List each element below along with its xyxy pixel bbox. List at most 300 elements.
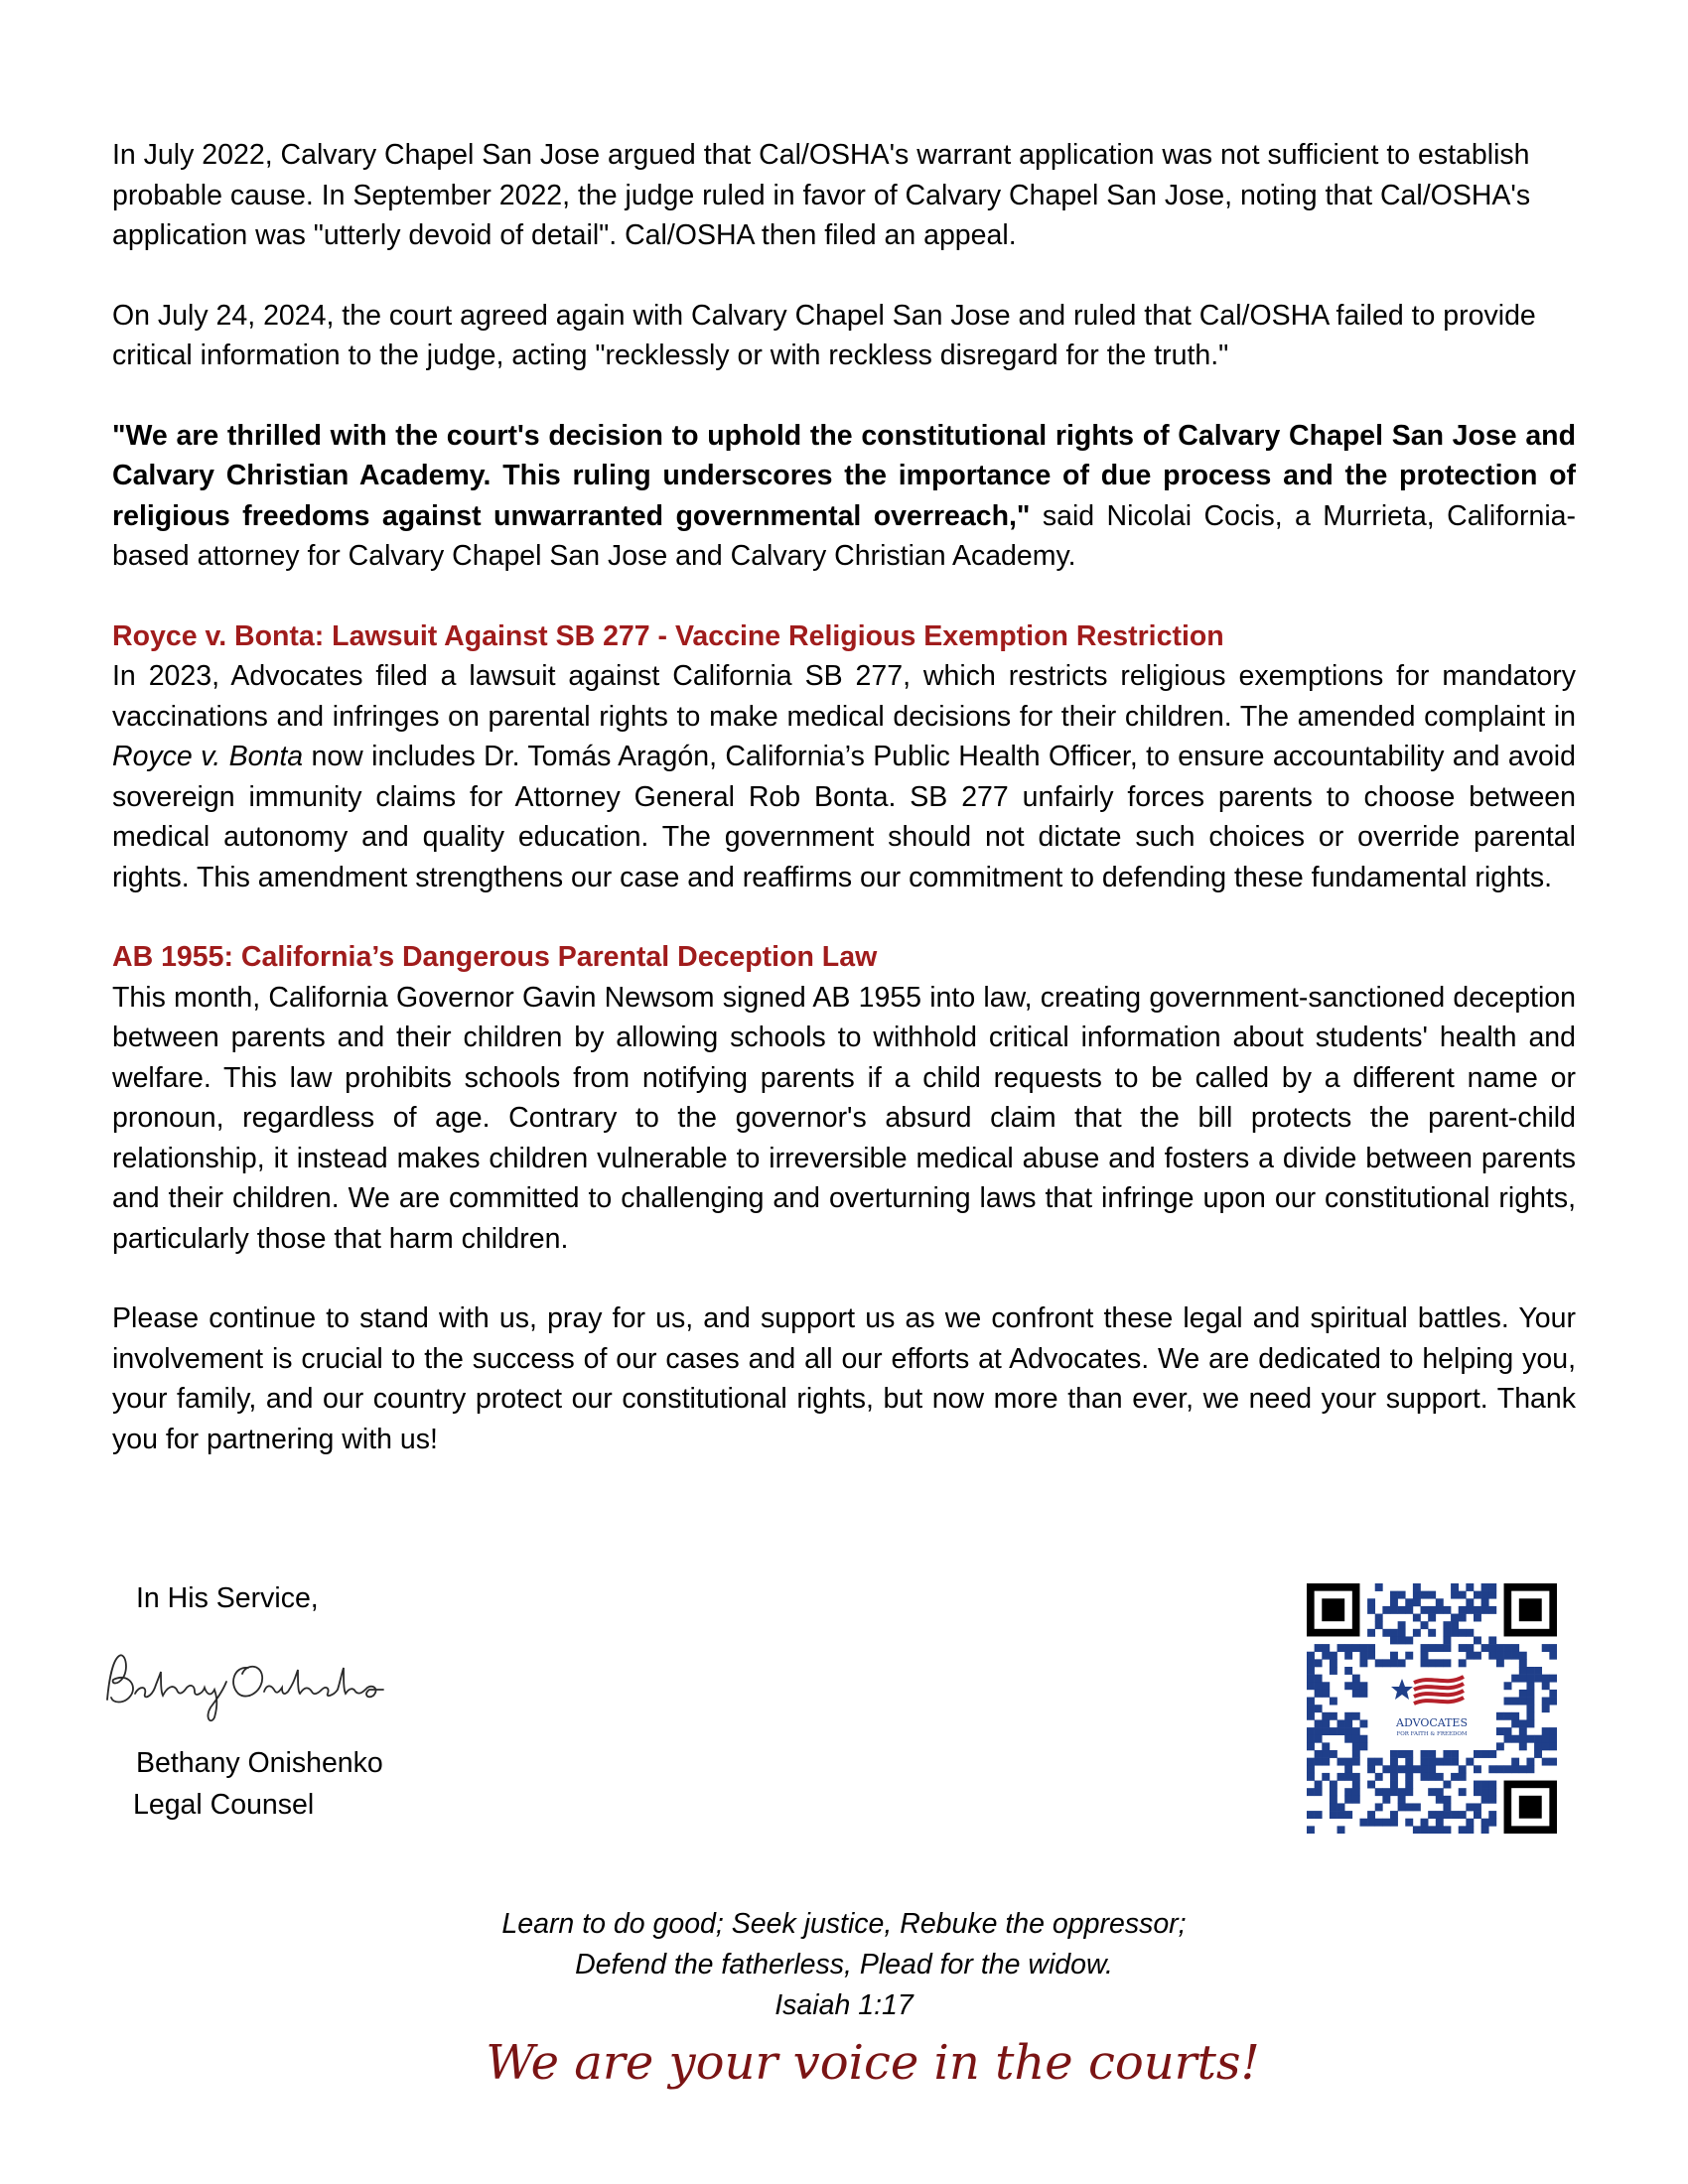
qr-module <box>1443 1606 1451 1614</box>
qr-module <box>1481 1750 1489 1758</box>
qr-module <box>1496 1659 1504 1667</box>
qr-module <box>1315 1659 1323 1667</box>
qr-module <box>1504 1682 1512 1690</box>
qr-module <box>1352 1758 1360 1766</box>
qr-module <box>1398 1621 1406 1629</box>
qr-module <box>1436 1811 1444 1819</box>
qr-module <box>1352 1781 1360 1789</box>
qr-module <box>1344 1758 1352 1766</box>
paragraph-closing-appeal: Please continue to stand with us, pray for us, and support us as we confront these legal and spiritual battles. Your involvement is crucial to the success of our cases and all our efforts at Advocates. We are dedicated to helping you, your family, and our country protect our constitutional rights, but now more than ever, we need your support. Thank you for partnering with us! <box>112 1302 1576 1455</box>
qr-module <box>1413 1765 1421 1773</box>
qr-module <box>1436 1606 1444 1614</box>
qr-module <box>1344 1644 1352 1652</box>
qr-module <box>1413 1614 1421 1622</box>
qr-module <box>1367 1598 1375 1606</box>
handwritten-signature <box>99 1638 387 1727</box>
qr-module <box>1481 1606 1489 1614</box>
qr-module <box>1428 1750 1436 1758</box>
qr-module <box>1519 1667 1527 1675</box>
qr-module <box>1511 1735 1519 1743</box>
qr-module <box>1488 1606 1496 1614</box>
qr-module <box>1534 1742 1542 1750</box>
qr-module <box>1330 1652 1337 1660</box>
qr-module <box>1511 1652 1519 1660</box>
qr-module <box>1344 1735 1352 1743</box>
qr-module <box>1330 1659 1337 1667</box>
qr-module <box>1382 1788 1390 1796</box>
qr-module <box>1390 1591 1398 1599</box>
qr-module <box>1436 1758 1444 1766</box>
qr-module <box>1443 1750 1451 1758</box>
qr-module <box>1451 1750 1459 1758</box>
qr-module <box>1443 1644 1451 1652</box>
qr-module <box>1436 1819 1444 1827</box>
qr-module <box>1375 1773 1383 1781</box>
qr-module <box>1413 1629 1421 1637</box>
qr-module <box>1526 1765 1534 1773</box>
qr-module <box>1504 1698 1512 1706</box>
qr-module <box>1459 1606 1467 1614</box>
qr-module <box>1466 1583 1474 1591</box>
qr-module <box>1481 1826 1489 1834</box>
qr-module <box>1375 1758 1383 1766</box>
qr-module <box>1307 1659 1315 1667</box>
qr-module <box>1436 1788 1444 1796</box>
qr-module <box>1443 1659 1451 1667</box>
qr-module <box>1443 1758 1451 1766</box>
qr-module <box>1352 1750 1360 1758</box>
section-heading-royce: Royce v. Bonta: Lawsuit Against SB 277 - Vaccine Religious Exemption Restriction <box>112 619 1224 652</box>
qr-module <box>1390 1636 1398 1644</box>
qr-module <box>1428 1826 1436 1834</box>
qr-module <box>1330 1788 1337 1796</box>
qr-module <box>1526 1758 1534 1766</box>
qr-module <box>1511 1758 1519 1766</box>
qr-module <box>1496 1644 1504 1652</box>
qr-module <box>1542 1698 1550 1706</box>
qr-module <box>1542 1705 1550 1712</box>
qr-module <box>1488 1788 1496 1796</box>
qr-module <box>1519 1659 1527 1667</box>
qr-module <box>1436 1826 1444 1834</box>
qr-module <box>1337 1758 1345 1766</box>
qr-module <box>1367 1819 1375 1827</box>
qr-module <box>1367 1629 1375 1637</box>
qr-module <box>1488 1636 1496 1644</box>
qr-module <box>1542 1742 1550 1750</box>
qr-logo-subtext: FOR FAITH & FREEDOM <box>1396 1731 1468 1737</box>
signer-name: Bethany Onishenko <box>136 1747 383 1779</box>
qr-module <box>1459 1644 1467 1652</box>
qr-module <box>1451 1614 1459 1622</box>
qr-module <box>1549 1742 1557 1750</box>
qr-module <box>1352 1788 1360 1796</box>
qr-module <box>1330 1727 1337 1735</box>
qr-module <box>1481 1819 1489 1827</box>
qr-module <box>1359 1644 1367 1652</box>
qr-module <box>1337 1727 1345 1735</box>
qr-module <box>1307 1705 1315 1712</box>
qr-module <box>1337 1773 1345 1781</box>
qr-module <box>1352 1735 1360 1743</box>
qr-module <box>1481 1644 1489 1652</box>
qr-module <box>1549 1644 1557 1652</box>
qr-module <box>1526 1712 1534 1720</box>
qr-module <box>1519 1690 1527 1698</box>
qr-module <box>1322 1773 1330 1781</box>
qr-module <box>1474 1765 1481 1773</box>
qr-module <box>1436 1659 1444 1667</box>
qr-module <box>1330 1781 1337 1789</box>
qr-module <box>1474 1652 1481 1660</box>
qr-module <box>1344 1712 1352 1720</box>
qr-module <box>1322 1758 1330 1766</box>
qr-module <box>1390 1652 1398 1660</box>
qr-module <box>1359 1719 1367 1727</box>
qr-module <box>1526 1682 1534 1690</box>
qr-module <box>1344 1788 1352 1796</box>
qr-module <box>1398 1659 1406 1667</box>
qr-module <box>1436 1796 1444 1804</box>
qr-module <box>1421 1606 1429 1614</box>
qr-module <box>1367 1781 1375 1789</box>
qr-module <box>1428 1629 1436 1637</box>
qr-module <box>1405 1781 1413 1789</box>
qr-module <box>1511 1765 1519 1773</box>
qr-module <box>1519 1742 1527 1750</box>
qr-module <box>1359 1819 1367 1827</box>
qr-module <box>1443 1826 1451 1834</box>
qr-module <box>1413 1826 1421 1834</box>
section-heading-ab1955: AB 1955: California’s Dangerous Parental Deception Law <box>112 941 878 973</box>
qr-module <box>1519 1698 1527 1706</box>
qr-module <box>1428 1758 1436 1766</box>
qr-module <box>1352 1675 1360 1683</box>
qr-module <box>1443 1811 1451 1819</box>
qr-module <box>1398 1796 1406 1804</box>
qr-module <box>1428 1811 1436 1819</box>
qr-module <box>1459 1811 1467 1819</box>
qr-module <box>1459 1591 1467 1599</box>
qr-module <box>1405 1652 1413 1660</box>
qr-module <box>1344 1811 1352 1819</box>
qr-module <box>1307 1667 1315 1675</box>
qr-module <box>1526 1719 1534 1727</box>
qr-module <box>1549 1727 1557 1735</box>
qr-module <box>1488 1652 1496 1660</box>
qr-module <box>1344 1652 1352 1660</box>
qr-module <box>1344 1765 1352 1773</box>
qr-module <box>1330 1803 1337 1811</box>
qr-module <box>1405 1819 1413 1827</box>
qr-module <box>1315 1675 1323 1683</box>
qr-module <box>1367 1765 1375 1773</box>
qr-module <box>1496 1765 1504 1773</box>
qr-module <box>1519 1765 1527 1773</box>
qr-module <box>1405 1758 1413 1766</box>
qr-module <box>1421 1659 1429 1667</box>
qr-module <box>1421 1819 1429 1827</box>
qr-module <box>1367 1652 1375 1660</box>
qr-module <box>1549 1652 1557 1660</box>
qr-module <box>1390 1781 1398 1789</box>
qr-module <box>1466 1819 1474 1827</box>
salutation: In His Service, <box>136 1582 319 1614</box>
qr-module <box>1549 1675 1557 1683</box>
qr-module <box>1352 1773 1360 1781</box>
qr-module <box>1466 1644 1474 1652</box>
qr-module <box>1375 1621 1383 1629</box>
qr-module <box>1344 1796 1352 1804</box>
qr-module <box>1315 1682 1323 1690</box>
qr-module <box>1307 1652 1315 1660</box>
qr-module <box>1481 1796 1489 1804</box>
qr-module <box>1390 1598 1398 1606</box>
qr-module <box>1344 1682 1352 1690</box>
qr-module <box>1451 1629 1459 1637</box>
qr-module <box>1481 1788 1489 1796</box>
qr-module <box>1488 1796 1496 1804</box>
qr-module <box>1307 1682 1315 1690</box>
qr-module <box>1322 1712 1330 1720</box>
qr-module <box>1405 1750 1413 1758</box>
qr-module <box>1488 1583 1496 1591</box>
qr-module <box>1315 1788 1323 1796</box>
qr-module <box>1534 1667 1542 1675</box>
qr-module <box>1413 1598 1421 1606</box>
qr-module <box>1398 1803 1406 1811</box>
qr-module <box>1549 1758 1557 1766</box>
qr-module <box>1466 1652 1474 1660</box>
qr-module <box>1307 1742 1315 1750</box>
qr-module <box>1511 1712 1519 1720</box>
qr-module <box>1359 1652 1367 1660</box>
qr-module <box>1322 1690 1330 1698</box>
qr-module <box>1398 1606 1406 1614</box>
qr-module <box>1421 1758 1429 1766</box>
signer-title: Legal Counsel <box>133 1789 315 1821</box>
qr-module <box>1511 1698 1519 1706</box>
royce-text-b: now includes Dr. Tomás Aragón, California’s Public Health Officer, to ensure accountability and avoid sovereign immunity claims for Attorney General Rob Bonta. SB 277 unfairly forces parents to choose between medical autonomy and quality education. The government should not dictate such choices or override parental rights. This amendment strengthens our case and reaffirms our commitment to defending these fundamental rights. <box>112 741 1576 893</box>
qr-module <box>1367 1811 1375 1819</box>
qr-module <box>1459 1826 1467 1834</box>
qr-module <box>1390 1819 1398 1827</box>
qr-module <box>1504 1712 1512 1720</box>
qr-module <box>1466 1598 1474 1606</box>
qr-module <box>1549 1690 1557 1698</box>
qr-module <box>1359 1690 1367 1698</box>
qr-module <box>1451 1773 1459 1781</box>
qr-module <box>1405 1788 1413 1796</box>
qr-module <box>1390 1773 1398 1781</box>
qr-module <box>1352 1644 1360 1652</box>
qr-module <box>1413 1803 1421 1811</box>
qr-module <box>1451 1758 1459 1766</box>
verse-line-2: Defend the fatherless, Plead for the widow. <box>575 1949 1113 1980</box>
qr-module <box>1459 1773 1467 1781</box>
verse-reference: Isaiah 1:17 <box>774 1989 914 2021</box>
qr-module <box>1307 1826 1315 1834</box>
qr-module <box>1474 1636 1481 1644</box>
qr-module <box>1459 1659 1467 1667</box>
signer-block <box>133 1742 383 1826</box>
qr-module <box>1443 1621 1451 1629</box>
qr-module <box>1398 1591 1406 1599</box>
qr-module <box>1390 1811 1398 1819</box>
qr-module <box>1488 1644 1496 1652</box>
qr-module <box>1534 1750 1542 1758</box>
qr-module <box>1421 1750 1429 1758</box>
qr-module <box>1549 1735 1557 1743</box>
qr-module <box>1382 1659 1390 1667</box>
qr-module <box>1337 1803 1345 1811</box>
qr-module <box>1390 1758 1398 1766</box>
qr-module <box>1352 1712 1360 1720</box>
qr-module <box>1359 1735 1367 1743</box>
qr-module <box>1375 1614 1383 1622</box>
qr-module <box>1421 1652 1429 1660</box>
qr-module <box>1481 1583 1489 1591</box>
qr-module <box>1330 1712 1337 1720</box>
qr-module <box>1534 1675 1542 1683</box>
qr-module <box>1344 1727 1352 1735</box>
qr-logo-text: ADVOCATES <box>1396 1716 1468 1729</box>
qr-module <box>1421 1773 1429 1781</box>
qr-module <box>1488 1811 1496 1819</box>
qr-module <box>1315 1644 1323 1652</box>
paragraph-warrant-challenge: In July 2022, Calvary Chapel San Jose argued that Cal/OSHA's warrant application was not sufficient to establish probable cause. In September 2022, the judge ruled in favor of Calvary Chapel San Jose, noting that Cal/OSHA's application was "utterly devoid of detail". Cal/OSHA then filed an appeal. <box>112 139 1531 251</box>
qr-module <box>1307 1758 1315 1766</box>
qr-module <box>1504 1652 1512 1660</box>
qr-module <box>1405 1598 1413 1606</box>
qr-module <box>1474 1788 1481 1796</box>
qr-module <box>1337 1644 1345 1652</box>
qr-module <box>1428 1765 1436 1773</box>
qr-module <box>1315 1781 1323 1789</box>
qr-module <box>1519 1675 1527 1683</box>
qr-module <box>1382 1819 1390 1827</box>
qr-module <box>1398 1765 1406 1773</box>
qr-module <box>1367 1758 1375 1766</box>
qr-module <box>1315 1690 1323 1698</box>
qr-module <box>1488 1765 1496 1773</box>
qr-module <box>1542 1682 1550 1690</box>
qr-module <box>1330 1667 1337 1675</box>
qr-module <box>1459 1788 1467 1796</box>
qr-module <box>1474 1591 1481 1599</box>
paragraph-attorney-quote <box>112 416 1576 577</box>
qr-module <box>1367 1644 1375 1652</box>
letter-body <box>112 135 1576 1499</box>
qr-module <box>1405 1606 1413 1614</box>
qr-module <box>1466 1826 1474 1834</box>
qr-module <box>1315 1735 1323 1743</box>
qr-module <box>1405 1773 1413 1781</box>
qr-module <box>1352 1690 1360 1698</box>
qr-module <box>1526 1735 1534 1743</box>
qr-module <box>1526 1667 1534 1675</box>
qr-module <box>1344 1773 1352 1781</box>
qr-module <box>1307 1788 1315 1796</box>
qr-module <box>1466 1606 1474 1614</box>
qr-module <box>1322 1682 1330 1690</box>
qr-module <box>1315 1811 1323 1819</box>
qr-module <box>1315 1750 1323 1758</box>
qr-module <box>1330 1796 1337 1804</box>
qr-module <box>1428 1659 1436 1667</box>
qr-module <box>1542 1727 1550 1735</box>
qr-module <box>1315 1758 1323 1766</box>
qr-module <box>1481 1591 1489 1599</box>
qr-module <box>1337 1719 1345 1727</box>
qr-module <box>1496 1652 1504 1660</box>
qr-module <box>1526 1705 1534 1712</box>
qr-module <box>1428 1773 1436 1781</box>
qr-module <box>1542 1758 1550 1766</box>
qr-module <box>1307 1735 1315 1743</box>
qr-module <box>1382 1629 1390 1637</box>
qr-module <box>1481 1598 1489 1606</box>
qr-module <box>1519 1719 1527 1727</box>
qr-module <box>1413 1591 1421 1599</box>
qr-module <box>1466 1803 1474 1811</box>
qr-module <box>1459 1614 1467 1622</box>
qr-module <box>1428 1644 1436 1652</box>
qr-module <box>1481 1781 1489 1789</box>
qr-module <box>1459 1765 1467 1773</box>
qr-module <box>1436 1644 1444 1652</box>
qr-module <box>1405 1765 1413 1773</box>
qr-module <box>1504 1735 1512 1743</box>
qr-module <box>1315 1719 1323 1727</box>
tagline: We are your voice in the courts! <box>486 2035 1260 2091</box>
qr-module <box>1344 1719 1352 1727</box>
qr-module <box>1390 1788 1398 1796</box>
qr-module <box>1421 1826 1429 1834</box>
qr-module <box>1436 1598 1444 1606</box>
qr-module <box>1474 1750 1481 1758</box>
qr-module <box>1443 1636 1451 1644</box>
qr-module <box>1382 1765 1390 1773</box>
qr-module <box>1421 1621 1429 1629</box>
qr-module <box>1428 1788 1436 1796</box>
qr-module <box>1428 1606 1436 1614</box>
qr-module <box>1352 1742 1360 1750</box>
donation-qr-code[interactable] <box>1307 1583 1557 1834</box>
qr-module <box>1398 1636 1406 1644</box>
qr-module <box>1542 1675 1550 1683</box>
qr-module <box>1496 1727 1504 1735</box>
qr-module <box>1344 1667 1352 1675</box>
qr-module <box>1398 1788 1406 1796</box>
qr-module <box>1307 1727 1315 1735</box>
qr-module <box>1474 1606 1481 1614</box>
paragraph-ab1955: This month, California Governor Gavin Newsom signed AB 1955 into law, creating government-sanctioned deception between parents and their children by allowing schools to withhold critical information about students' health and welfare. This law prohibits schools from notifying parents if a child requests to be called by a different name or pronoun, regardless of age. Contrary to the governor's absurd claim that the bill protects the parent-child relationship, it instead makes children vulnerable to irreversible medical abuse and fosters a divide between parents and their children. We are committed to challenging and overturning laws that infringe upon our constitutional rights, particularly those that harm children. <box>112 981 1576 1255</box>
qr-module <box>1421 1644 1429 1652</box>
qr-module <box>1352 1796 1360 1804</box>
qr-module <box>1526 1698 1534 1706</box>
qr-module <box>1375 1803 1383 1811</box>
qr-module <box>1519 1727 1527 1735</box>
qr-module <box>1322 1750 1330 1758</box>
qr-module <box>1549 1698 1557 1706</box>
qr-module <box>1375 1788 1383 1796</box>
qr-module <box>1526 1690 1534 1698</box>
qr-module <box>1443 1781 1451 1789</box>
paragraph-court-ruling: On July 24, 2024, the court agreed again with Calvary Chapel San Jose and ruled that Cal/OSHA failed to provide critical information to the judge, acting "recklessly or with reckless disregard for the truth." <box>112 299 1536 371</box>
qr-module <box>1488 1819 1496 1827</box>
qr-module <box>1322 1719 1330 1727</box>
